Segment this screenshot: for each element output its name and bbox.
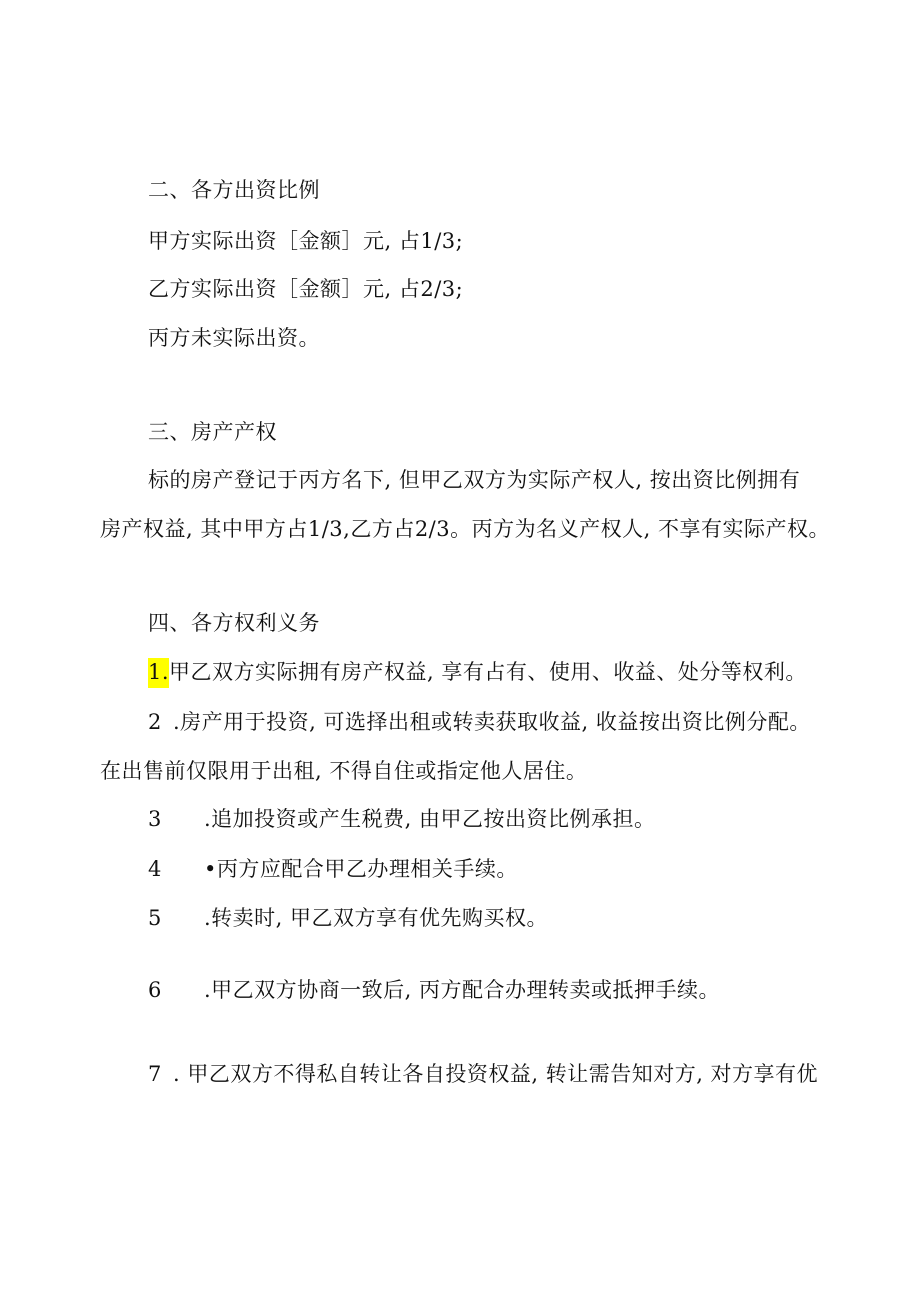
section-heading-rights-obligations: 四、各方权利义务 bbox=[148, 611, 320, 635]
list-item-number: 6 bbox=[148, 978, 162, 1002]
property-rights-paragraph-line1: 标的房产登记于丙方名下, 但甲乙双方为实际产权人, 按出资比例拥有 bbox=[148, 468, 801, 492]
list-item-number: 2 bbox=[148, 710, 162, 734]
list-item-text: . 甲乙双方不得私自转让各自投资权益, 转让需告知对方, 对方享有优 bbox=[173, 1062, 819, 1086]
section-heading-property-rights: 三、房产产权 bbox=[148, 420, 277, 444]
list-item-number: 3 bbox=[148, 807, 162, 831]
list-item-text: .追加投资或产生税费, 由甲乙按出资比例承担。 bbox=[204, 807, 656, 831]
list-item-number: 4 bbox=[148, 857, 162, 881]
property-rights-paragraph-line2: 房产权益, 其中甲方占1/3,乙方占2/3。丙方为名义产权人, 不享有实际产权。 bbox=[100, 517, 830, 541]
list-item bbox=[148, 1060, 818, 1088]
list-item-text: .转卖时, 甲乙双方享有优先购买权。 bbox=[204, 906, 549, 930]
party-b-contribution: 乙方实际出资［金额］元, 占2/3; bbox=[148, 277, 464, 301]
list-item-text: .甲乙双方协商一致后, 丙方配合办理转卖或抵押手续。 bbox=[204, 978, 721, 1002]
list-item bbox=[148, 658, 807, 686]
list-item-continuation: 在出售前仅限用于出租, 不得自住或指定他人居住。 bbox=[100, 759, 588, 783]
list-item-number: 5 bbox=[148, 906, 162, 930]
section-heading-capital-ratio: 二、各方出资比例 bbox=[148, 178, 320, 202]
list-item bbox=[148, 855, 518, 883]
highlighted-item-number: 1. bbox=[148, 658, 169, 688]
list-item bbox=[148, 904, 548, 932]
list-item-text: 甲乙双方实际拥有房产权益, 享有占有、使用、收益、处分等权利。 bbox=[169, 660, 807, 684]
list-item-number: 7 bbox=[148, 1062, 162, 1086]
list-item bbox=[148, 805, 656, 833]
list-item-text: •丙方应配合甲乙办理相关手续。 bbox=[204, 857, 518, 881]
list-item bbox=[148, 708, 811, 736]
list-item-text: .房产用于投资, 可选择出租或转卖获取收益, 收益按出资比例分配。 bbox=[173, 710, 811, 734]
party-a-contribution: 甲方实际出资［金额］元, 占1/3; bbox=[148, 229, 464, 253]
list-item bbox=[148, 976, 720, 1004]
party-c-contribution: 丙方未实际出资。 bbox=[148, 326, 320, 350]
